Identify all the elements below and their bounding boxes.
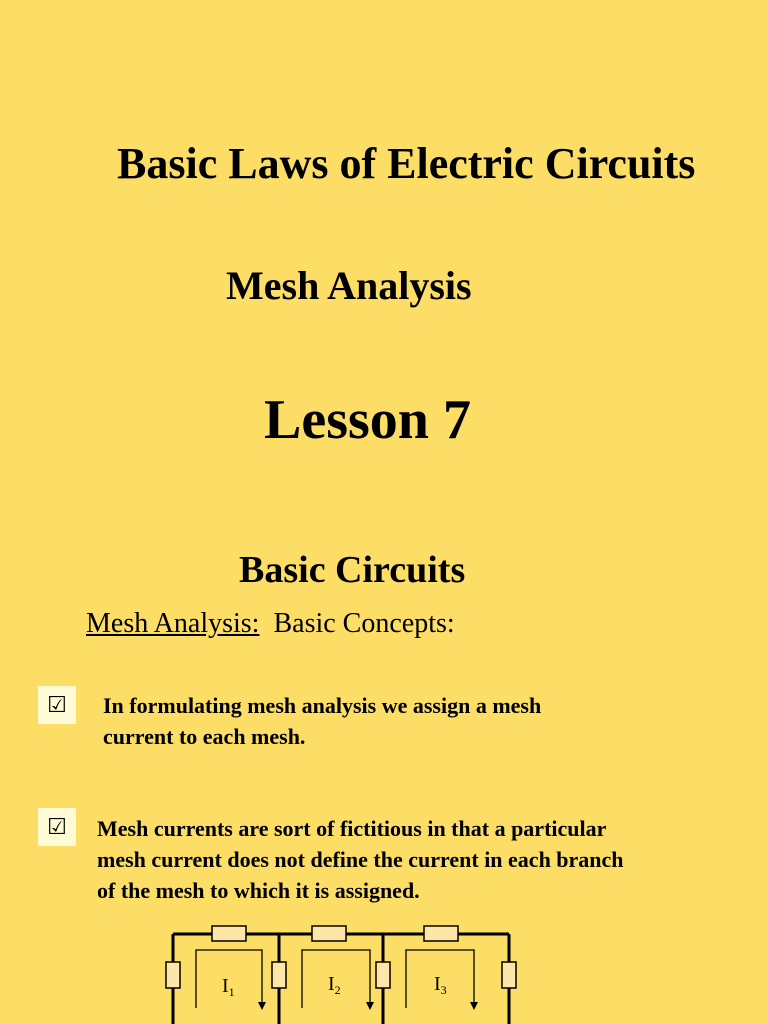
resistor-top-2 xyxy=(312,926,346,941)
resistor-vertical-2 xyxy=(272,962,286,988)
mesh-label-3: $I_3$ xyxy=(434,973,447,997)
bullet-1 xyxy=(103,690,541,752)
mesh-circuit-diagram xyxy=(150,916,530,1024)
checkbox-checked-icon: ☑ xyxy=(38,808,76,846)
section-heading: Basic Circuits xyxy=(239,549,466,591)
slide-subtitle: Mesh Analysis xyxy=(226,263,472,308)
mesh-label-2: $I_2$ xyxy=(328,973,341,997)
bullet-2-line: Mesh currents are sort of fictitious in that a particular xyxy=(97,816,607,841)
bullet-2 xyxy=(97,813,624,906)
concepts-heading-underlined: Mesh Analysis: xyxy=(86,608,260,639)
resistor-vertical-3 xyxy=(376,962,390,988)
resistor-vertical-4 xyxy=(502,962,516,988)
bullet-2-line: mesh current does not define the current in each branch xyxy=(97,847,624,872)
mesh-arrow-2 xyxy=(366,1002,374,1010)
mesh-loop-2 xyxy=(302,950,370,1008)
mesh-loop-1 xyxy=(196,950,262,1008)
mesh-arrow-3 xyxy=(470,1002,478,1010)
concepts-heading-rest: Basic Concepts: xyxy=(273,608,455,639)
mesh-label-1: $I_1$ xyxy=(222,975,235,999)
bullet-2-line: of the mesh to which it is assigned. xyxy=(97,878,420,903)
mesh-arrow-1 xyxy=(258,1002,266,1010)
slide-title: Basic Laws of Electric Circuits xyxy=(117,139,696,188)
resistor-top-3 xyxy=(424,926,458,941)
concepts-heading xyxy=(86,608,455,640)
resistor-top-1 xyxy=(212,926,246,941)
checkbox-checked-icon: ☑ xyxy=(38,686,76,724)
resistor-vertical-1 xyxy=(166,962,180,988)
bullet-1-line: In formulating mesh analysis we assign a mesh xyxy=(103,693,542,718)
lesson-number: Lesson 7 xyxy=(264,389,471,451)
bullet-1-line: current to each mesh. xyxy=(103,724,306,749)
